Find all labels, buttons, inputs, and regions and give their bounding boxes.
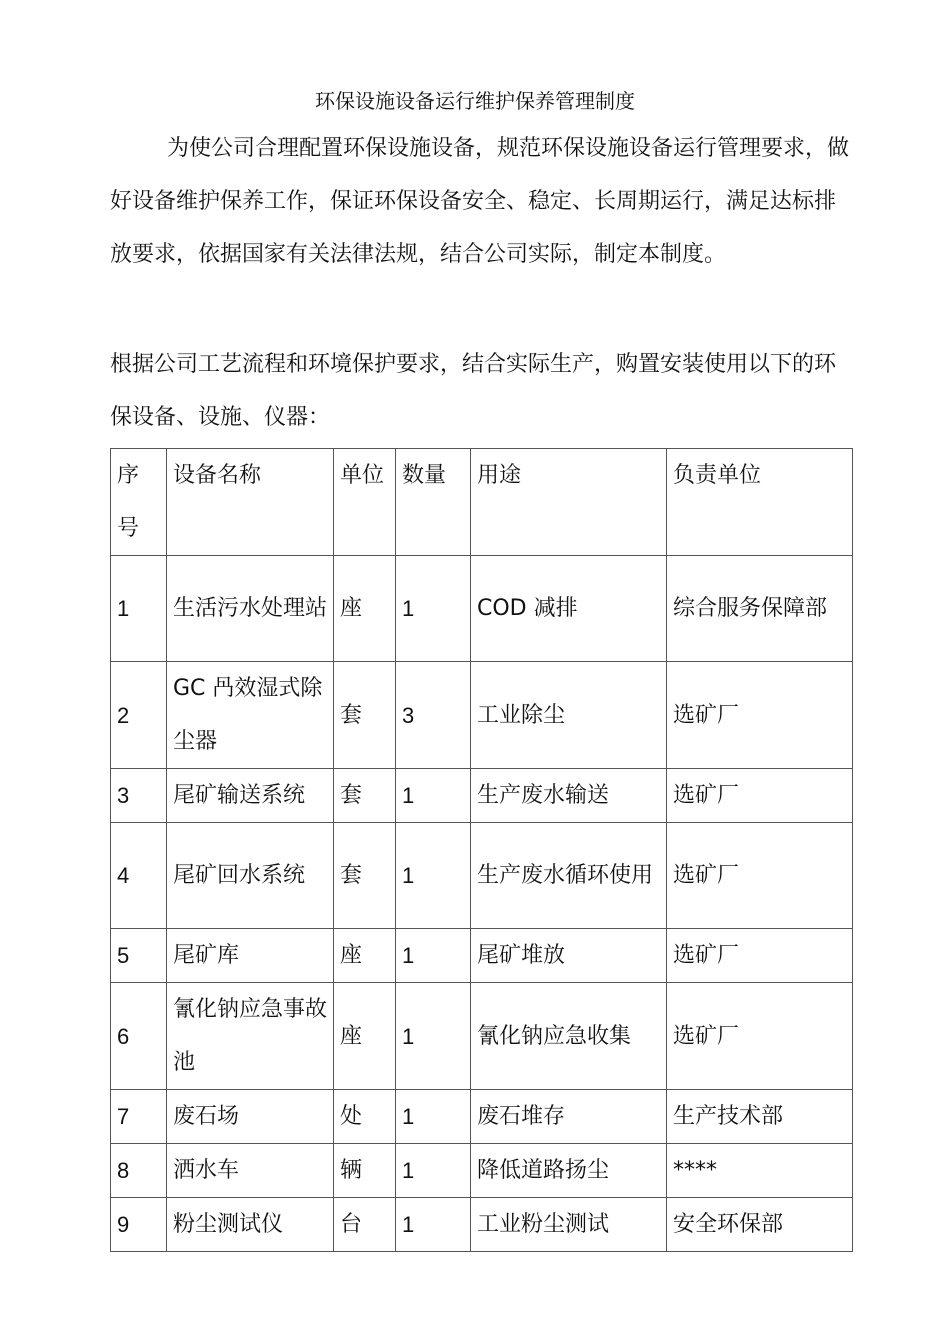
- document-title: 环保设施设备运行维护保养管理制度: [315, 89, 635, 113]
- cell-unit: 台: [334, 1198, 396, 1252]
- cell-equipment-name: 废石场: [167, 1090, 334, 1144]
- cell-unit: 套: [334, 769, 396, 823]
- cell-responsible-unit: ****: [667, 1144, 853, 1198]
- cell-quantity: 1: [396, 823, 471, 929]
- cell-unit: 辆: [334, 1144, 396, 1198]
- table-row: [111, 983, 853, 1090]
- header-cell-quantity: 数量: [396, 449, 471, 556]
- intro-paragraph: 为使公司合理配置环保设施设备，规范环保设施设备运行管理要求，做好设备维护保养工作，保证环保设备安全、稳定、长周期运行，满足达标排放要求，依据国家有关法律法规，结合公司实际，制定本制度。: [110, 136, 850, 267]
- table-row: [111, 1090, 853, 1144]
- cell-unit: 座: [334, 983, 396, 1090]
- cell-unit: 套: [334, 662, 396, 769]
- header-cell-unit: 单位: [334, 449, 396, 556]
- cell-responsible-unit: 安全环保部: [667, 1198, 853, 1252]
- table-row: [111, 769, 853, 823]
- equipment-intro-paragraph: 根据公司工艺流程和环境保护要求，结合实际生产，购置安装使用以下的环保设备、设施、仪器：: [110, 352, 837, 430]
- cell-purpose: 废石堆存: [471, 1090, 667, 1144]
- cell-quantity: 1: [396, 1144, 471, 1198]
- cell-serial: 8: [111, 1144, 167, 1198]
- cell-serial: 6: [111, 983, 167, 1090]
- cell-quantity: 1: [396, 1090, 471, 1144]
- cell-equipment-name: 生活污水处理站: [167, 556, 334, 662]
- cell-purpose: 降低道路扬尘: [471, 1144, 667, 1198]
- cell-quantity: 1: [396, 983, 471, 1090]
- cell-purpose: 工业除尘: [471, 662, 667, 769]
- header-cell-equipment-name: 设备名称: [167, 449, 334, 556]
- cell-unit: 座: [334, 556, 396, 662]
- table-row: [111, 929, 853, 983]
- cell-responsible-unit: 选矿厂: [667, 662, 853, 769]
- cell-equipment-name: GC 冎效湿式除尘器: [167, 662, 334, 769]
- cell-quantity: 1: [396, 1198, 471, 1252]
- cell-quantity: 1: [396, 769, 471, 823]
- table-row: [111, 823, 853, 929]
- cell-responsible-unit: 选矿厂: [667, 929, 853, 983]
- header-cell-responsible-unit: 负责单位: [667, 449, 853, 556]
- cell-quantity: 1: [396, 929, 471, 983]
- cell-quantity: 3: [396, 662, 471, 769]
- cell-serial: 7: [111, 1090, 167, 1144]
- cell-responsible-unit: 生产技术部: [667, 1090, 853, 1144]
- cell-equipment-name: 粉尘测试仪: [167, 1198, 334, 1252]
- cell-serial: 5: [111, 929, 167, 983]
- cell-quantity: 1: [396, 556, 471, 662]
- table-row: [111, 1144, 853, 1198]
- cell-serial: 2: [111, 662, 167, 769]
- table-row: [111, 1198, 853, 1252]
- equipment-table: [110, 448, 853, 1252]
- cell-responsible-unit: 选矿厂: [667, 769, 853, 823]
- cell-unit: 座: [334, 929, 396, 983]
- cell-serial: 3: [111, 769, 167, 823]
- cell-unit: 处: [334, 1090, 396, 1144]
- cell-equipment-name: 尾矿回水系统: [167, 823, 334, 929]
- cell-responsible-unit: 选矿厂: [667, 823, 853, 929]
- cell-purpose: 生产废水循环使用: [471, 823, 667, 929]
- cell-purpose: 生产废水输送: [471, 769, 667, 823]
- cell-serial: 1: [111, 556, 167, 662]
- cell-purpose: 尾矿堆放: [471, 929, 667, 983]
- header-cell-serial: 序号: [111, 449, 167, 556]
- cell-serial: 9: [111, 1198, 167, 1252]
- table-header-row: [111, 449, 853, 556]
- cell-equipment-name: 洒水车: [167, 1144, 334, 1198]
- cell-responsible-unit: 综合服务保障部: [667, 556, 853, 662]
- cell-purpose: 工业粉尘测试: [471, 1198, 667, 1252]
- header-cell-purpose: 用途: [471, 449, 667, 556]
- equipment-table-body: [111, 449, 853, 1252]
- cell-serial: 4: [111, 823, 167, 929]
- table-row: [111, 556, 853, 662]
- cell-responsible-unit: 选矿厂: [667, 983, 853, 1090]
- cell-equipment-name: 尾矿库: [167, 929, 334, 983]
- cell-equipment-name: 尾矿输送系统: [167, 769, 334, 823]
- cell-unit: 套: [334, 823, 396, 929]
- cell-purpose: COD 减排: [471, 556, 667, 662]
- table-row: [111, 662, 853, 769]
- cell-equipment-name: 氰化钠应急事故池: [167, 983, 334, 1090]
- cell-purpose: 氰化钠应急收集: [471, 983, 667, 1090]
